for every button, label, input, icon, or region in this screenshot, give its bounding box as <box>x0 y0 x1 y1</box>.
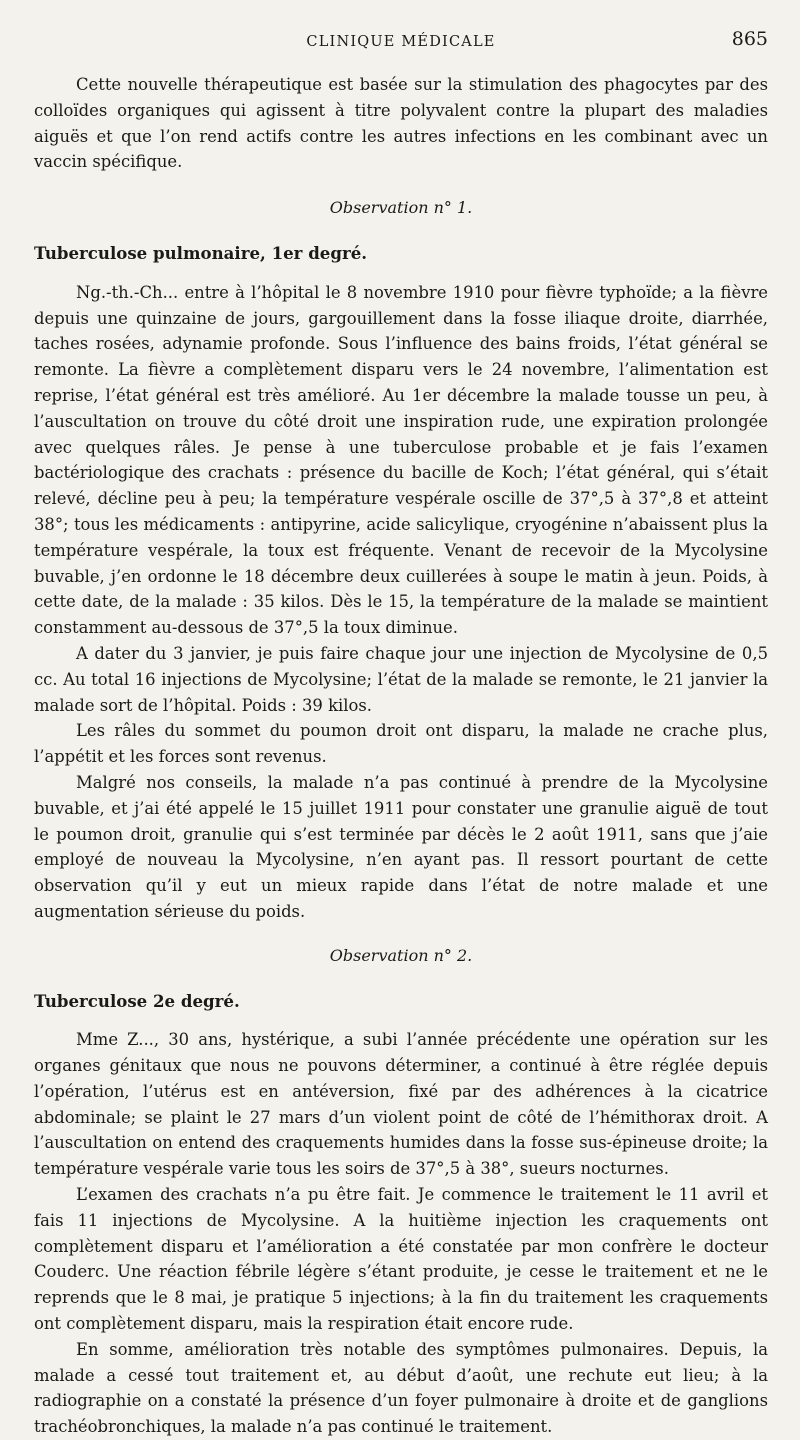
observation-2-heading: Tuberculose 2e degré. <box>34 990 240 1011</box>
observation-1-paragraph: Les râles du sommet du poumon droit ont disparu, la malade ne crache plus, l’appétit et les forces sont revenus. <box>34 721 768 767</box>
observation-2-paragraph: En somme, amélioration très notable des symptômes pulmonaires. Depuis, la malade a cessé tout traitement et, au début d’août, une rechute eut lieu; à la radiographie on a constaté la présence d’un foyer pulmonaire à droite et de ganglions trachéobronchiques, la malade n’a pas continué le traitement. <box>34 1339 768 1437</box>
observation-2-paragraph: L’examen des crachats n’a pu être fait. Je commence le traitement le 11 avril et fais 11 injections de Mycolysine. A la huitième injection les craquements ont complètement disparu et l’amélioration a été constatée par mon confrère le docteur Couderc. Une réaction fébrile légère s’étant produite, je cesse le traitement et ne le reprends que le 8 mai, je pratique 5 injections; à la fin du traitement les craquements ont complètement disparu, mais la respiration était encore rude. <box>34 1185 768 1334</box>
intro-paragraph: Cette nouvelle thérapeutique est basée sur la stimulation des phagocytes par des colloïdes organiques qui agissent à titre polyvalent contre la plupart des maladies aiguës et que l’on rend actifs contre les autres infections en les combinant avec un vaccin spécifique. <box>34 75 768 172</box>
observation-1-heading: Tuberculose pulmonaire, 1er degré. <box>34 242 368 263</box>
running-title: CLINIQUE MÉDICALE <box>306 34 496 50</box>
observation-2-paragraph: Mme Z..., 30 ans, hystérique, a subi l’année précédente une opération sur les organes génitaux que nous ne pouvons déterminer, a continué à être réglée depuis l’opération, l’utérus est en antéversion, fixé par des adhérences à la cicatrice abdominale; se plaint le 27 mars d’un violent point de côté de l’hémithorax droit. A l’auscultation on entend des craquements humides dans la fosse sus-épineuse droite; la température vespérale varie tous les soirs de 37°,5 à 38°, sueurs nocturnes. <box>34 1030 768 1179</box>
page-body <box>34 72 768 1440</box>
observation-1-paragraph: Malgré nos conseils, la malade n’a pas continué à prendre de la Mycolysine buvable, et j’ai été appelé le 15 juillet 1911 pour constater une granulie aiguë de tout le poumon droit, granulie qui s’est terminée par décès le 2 août 1911, sans que j’aie employé de nouveau la Mycolysine, n’en ayant pas. Il ressort pourtant de cette observation qu’il y eut un mieux rapide dans l’état de notre malade et une augmentation sérieuse du poids. <box>34 772 768 921</box>
page-number: 865 <box>731 28 768 50</box>
observation-2-title: Observation n° 2. <box>329 945 473 965</box>
observation-1-paragraph: A dater du 3 janvier, je puis faire chaque jour une injection de Mycolysine de 0,5 cc. Au total 16 injections de Mycolysine; l’état de la malade se remonte, le 21 janvier la malade sort de l’hôpital. Poids : 39 kilos. <box>34 643 768 715</box>
observation-1-title: Observation n° 1. <box>329 198 473 218</box>
page-header <box>34 28 768 54</box>
observation-1-paragraph: Ng.-th.-Ch... entre à l’hôpital le 8 novembre 1910 pour fièvre typhoïde; a la fièvre depuis une quinzaine de jours, gargouillement dans la fosse iliaque droite, diarrhée, taches rosées, adynamie profonde. Sous l’influence des bains froids, l’état général se remonte. La fièvre a complètement disparu vers le 24 novembre, l’alimentation est reprise, l’état général est très amélioré. Au 1er décembre la malade tousse un peu, à l’auscultation on trouve du côté droit une inspiration rude, une expiration prolongée avec quelques râles. Je pense à une tuberculose probable et je fais l’examen bactériologique des crachats : présence du bacille de Koch; l’état général, qui s’était relevé, décline peu à peu; la température vespérale oscille de 37°,5 à 37°,8 et atteint 38°; tous les médicaments : antipyrine, acide salicylique, cryogénine n’abaissent plus la température vespérale, la toux est fréquente. Venant de recevoir de la Mycolysine buvable, j’en ordonne le 18 décembre deux cuillerées à soupe le matin à jeun. Poids, à cette date, de la malade : 35 kilos. Dès le 15, la température de la malade se maintient constamment au-dessous de 37°,5 la toux diminue. <box>34 282 768 638</box>
